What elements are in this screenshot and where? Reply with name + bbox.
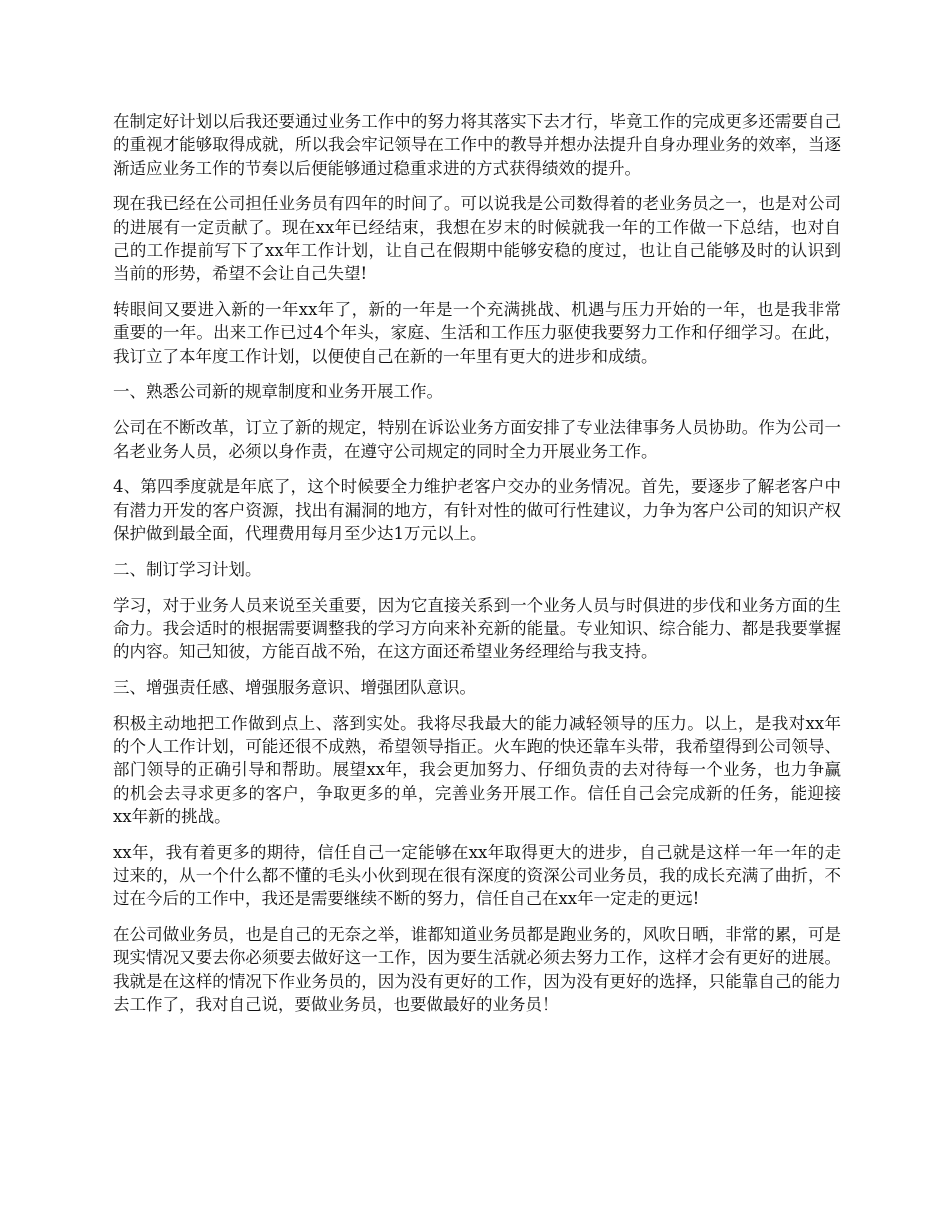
document-body <box>113 110 841 1029</box>
paragraph-4: 公司在不断改革，订立了新的规定，特别在诉讼业务方面安排了专业法律事务人员协助。作为公司一名老业务人员，必须以身作责，在遵守公司规定的同时全力开展业务工作。 <box>113 418 841 461</box>
paragraph-5: 4、第四季度就是年底了，这个时候要全力维护老客户交办的业务情况。首先，要逐步了解老客户中有潜力开发的客户资源，找出有漏洞的地方，有针对性的做可行性建议，力争为客户公司的知识产权保护做到最全面，代理费用每月至少达1万元以上。 <box>113 477 841 543</box>
paragraph-3: 转眼间又要进入新的一年xx年了，新的一年是一个充满挑战、机遇与压力开始的一年，也是我非常重要的一年。出来工作已过4个年头，家庭、生活和工作压力驱使我要努力工作和仔细学习。在此，我订立了本年度工作计划，以便使自己在新的一年里有更大的进步和成绩。 <box>113 300 841 366</box>
paragraph-6: 学习，对于业务人员来说至关重要，因为它直接关系到一个业务人员与时俱进的步伐和业务方面的生命力。我会适时的根据需要调整我的学习方向来补充新的能量。专业知识、综合能力、都是我要掌握的内容。知己知彼，方能百战不殆，在这方面还希望业务经理给与我支持。 <box>113 595 841 662</box>
section-heading-3: 三、增强责任感、增强服务意识、增强团队意识。 <box>113 677 476 697</box>
paragraph-8: xx年，我有着更多的期待，信任自己一定能够在xx年取得更大的进步，自己就是这样一年一年的走过来的，从一个什么都不懂的毛头小伙到现在很有深度的资深公司业务员，我的成长充满了曲折，不过在今后的工作中，我还是需要继续不断的努力，信任自己在xx年一定走的更远! <box>113 842 841 909</box>
paragraph-2: 现在我已经在公司担任业务员有四年的时间了。可以说我是公司数得着的老业务员之一，也是对公司的进展有一定贡献了。现在xx年已经结束，我想在岁末的时候就我一年的工作做一下总结，也对自己的工作提前写下了xx年工作计划，让自己在假期中能够安稳的度过，也让自己能够及时的认识到当前的形势，希望不会让自己失望! <box>113 194 841 284</box>
section-heading-2: 二、制订学习计划。 <box>113 559 262 579</box>
section-heading-1: 一、熟悉公司新的规章制度和业务开展工作。 <box>113 382 443 402</box>
paragraph-9: 在公司做业务员，也是自己的无奈之举，谁都知道业务员都是跑业务的，风吹日晒，非常的累，可是现实情况又要去你必须要去做好这一工作，因为要生活就必须去努力工作，这样才会有更好的进展。我就是在这样的情况下作业务员的，因为没有更好的工作，因为没有更好的选择，只能靠自己的能力去工作了，我对自己说，要做业务员，也要做最好的业务员！ <box>113 925 841 1014</box>
paragraph-1: 在制定好计划以后我还要通过业务工作中的努力将其落实下去才行，毕竟工作的完成更多还需要自己的重视才能够取得成就，所以我会牢记领导在工作中的教导并想办法提升自身办理业务的效率，当逐渐适应业务工作的节奏以后便能够通过稳重求进的方式获得绩效的提升。 <box>113 112 841 178</box>
paragraph-7: 积极主动地把工作做到点上、落到实处。我将尽我最大的能力减轻领导的压力。以上，是我对xx年的个人工作计划，可能还很不成熟，希望领导指正。火车跑的快还靠车头带，我希望得到公司领导、部门领导的正确引导和帮助。展望xx年，我会更加努力、仔细负责的去对待每一个业务，也力争赢的机会去寻求更多的客户，争取更多的单，完善业务开展工作。信任自己会完成新的任务，能迎接xx年新的挑战。 <box>113 713 841 826</box>
